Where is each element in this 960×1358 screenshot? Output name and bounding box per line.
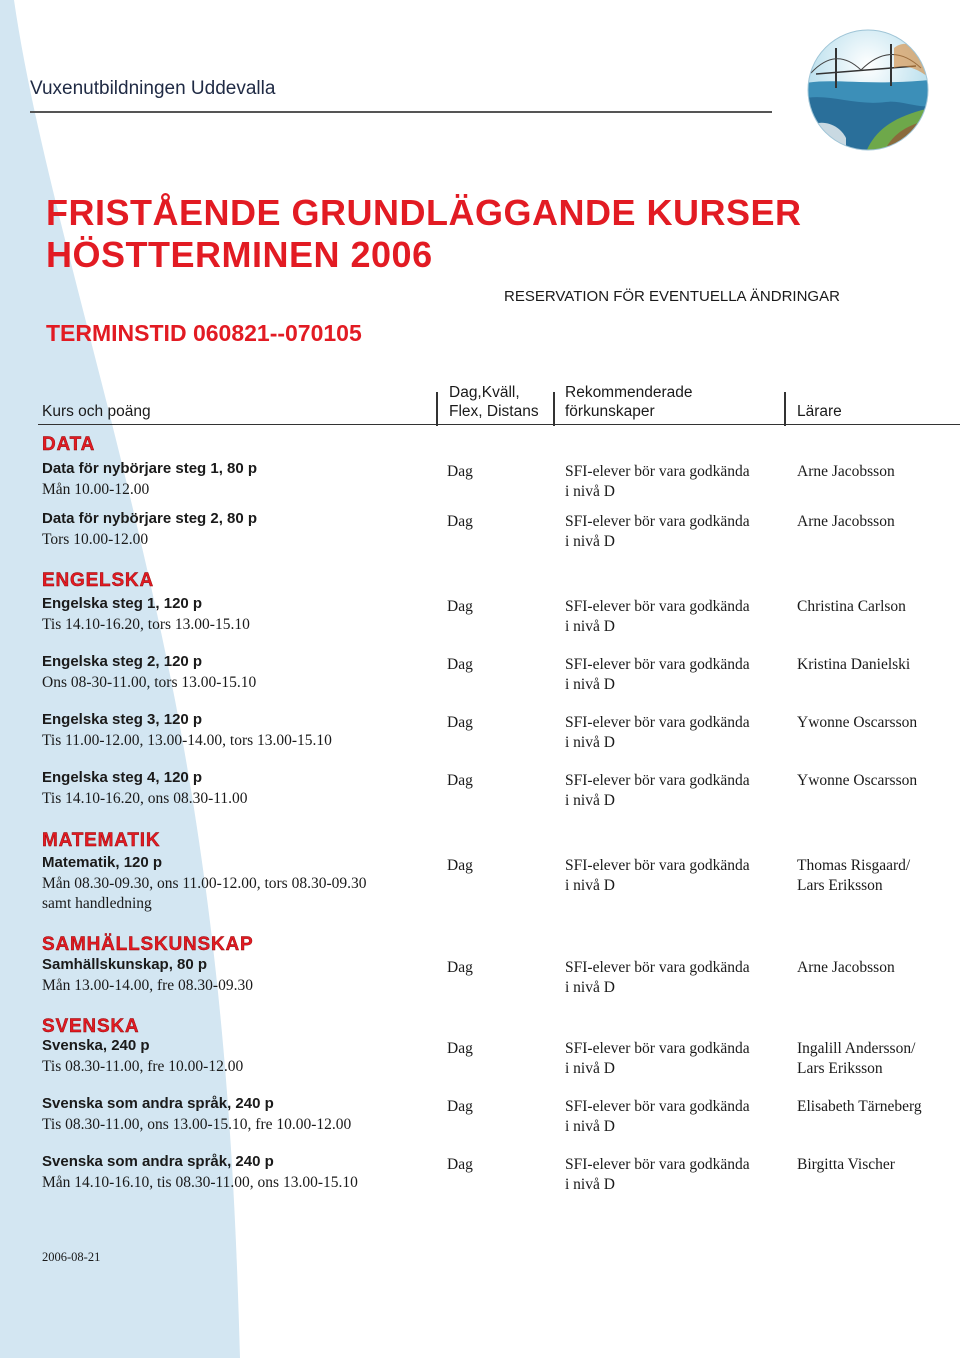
course-row bbox=[0, 956, 960, 1036]
reservation-note: RESERVATION FÖR EVENTUELLA ÄNDRINGAR bbox=[504, 288, 840, 305]
course-schedule: Tis 14.10-16.20, ons 08.30-11.00 bbox=[42, 790, 248, 807]
course-name: Svenska, 240 p bbox=[42, 1037, 150, 1054]
course-prerequisites: SFI-elever bör vara godkända i nivå D bbox=[565, 1156, 750, 1193]
course-schedule: Tis 08.30-11.00, fre 10.00-12.00 bbox=[42, 1058, 244, 1075]
course-prerequisites: SFI-elever bör vara godkända i nivå D bbox=[565, 656, 750, 693]
course-schedule: Mån 14.10-16.10, tis 08.30-11.00, ons 13.00-15.10 bbox=[42, 1174, 358, 1191]
column-header-teacher: Lärare bbox=[797, 403, 842, 420]
course-mode: Dag bbox=[447, 1156, 473, 1173]
page-title bbox=[46, 192, 802, 276]
course-name: Engelska steg 2, 120 p bbox=[42, 653, 203, 670]
course-mode: Dag bbox=[447, 598, 473, 615]
course-row bbox=[0, 854, 960, 934]
section-heading-samhallskunskap: SAMHÄLLSKUNSKAP bbox=[42, 934, 254, 955]
course-mode: Dag bbox=[447, 1040, 473, 1057]
course-name: Samhällskunskap, 80 p bbox=[42, 956, 208, 973]
course-schedule: Ons 08-30-11.00, tors 13.00-15.10 bbox=[42, 674, 257, 691]
course-prerequisites: SFI-elever bör vara godkända i nivå D bbox=[565, 714, 750, 751]
course-schedule: Mån 08.30-09.30, ons 11.00-12.00, tors 08.30-09.30 samt handledning bbox=[42, 875, 367, 912]
course-teacher: Birgitta Vischer bbox=[797, 1156, 895, 1173]
course-mode: Dag bbox=[447, 857, 473, 874]
footer-date: 2006-08-21 bbox=[42, 1250, 101, 1264]
header-divider bbox=[30, 111, 772, 113]
course-mode: Dag bbox=[447, 1098, 473, 1115]
course-teacher: Arne Jacobsson bbox=[797, 463, 895, 480]
column-divider bbox=[553, 392, 555, 426]
course-teacher: Christina Carlson bbox=[797, 598, 906, 615]
course-prerequisites: SFI-elever bör vara godkända i nivå D bbox=[565, 857, 750, 894]
course-mode: Dag bbox=[447, 714, 473, 731]
course-mode: Dag bbox=[447, 772, 473, 789]
course-mode: Dag bbox=[447, 656, 473, 673]
course-row bbox=[0, 510, 960, 590]
mode-header-line-1: Dag,Kväll, bbox=[449, 384, 520, 401]
course-teacher: Ywonne Oscarsson bbox=[797, 714, 918, 731]
course-name: Engelska steg 3, 120 p bbox=[42, 711, 203, 728]
term-dates: TERMINSTID 060821--070105 bbox=[46, 320, 362, 346]
req-header-line-1: Rekommenderade bbox=[565, 384, 693, 401]
course-teacher: Thomas Risgaard/ Lars Eriksson bbox=[797, 857, 911, 894]
course-prerequisites: SFI-elever bör vara godkända i nivå D bbox=[565, 1098, 750, 1135]
column-header-mode bbox=[449, 383, 539, 421]
course-name: Engelska steg 4, 120 p bbox=[42, 769, 203, 786]
course-mode: Dag bbox=[447, 959, 473, 976]
course-teacher: Ywonne Oscarsson bbox=[797, 772, 918, 789]
column-header-course: Kurs och poäng bbox=[42, 403, 151, 420]
course-teacher: Elisabeth Tärneberg bbox=[797, 1098, 922, 1115]
req-header-line-2: förkunskaper bbox=[565, 403, 655, 420]
title-line-1: FRISTÅENDE GRUNDLÄGGANDE KURSER bbox=[46, 192, 802, 233]
section-heading-matematik: MATEMATIK bbox=[42, 830, 161, 851]
course-prerequisites: SFI-elever bör vara godkända i nivå D bbox=[565, 772, 750, 809]
bridge-painting-logo bbox=[806, 28, 930, 152]
course-schedule: Tis 11.00-12.00, 13.00-14.00, tors 13.00-15.10 bbox=[42, 732, 332, 749]
course-name: Data för nybörjare steg 2, 80 p bbox=[42, 510, 258, 527]
course-name: Data för nybörjare steg 1, 80 p bbox=[42, 460, 258, 477]
table-header-rule bbox=[38, 424, 960, 425]
course-name: Engelska steg 1, 120 p bbox=[42, 595, 203, 612]
course-teacher: Ingalill Andersson/ Lars Eriksson bbox=[797, 1040, 916, 1077]
course-row bbox=[0, 1153, 960, 1233]
course-name: Svenska som andra språk, 240 p bbox=[42, 1095, 274, 1112]
section-heading-data: DATA bbox=[42, 434, 96, 455]
course-teacher: Kristina Danielski bbox=[797, 656, 911, 673]
course-schedule: Mån 10.00-12.00 bbox=[42, 481, 150, 498]
course-schedule: Mån 13.00-14.00, fre 08.30-09.30 bbox=[42, 977, 253, 994]
column-divider bbox=[784, 392, 786, 426]
course-schedule: Tis 08.30-11.00, ons 13.00-15.10, fre 10.00-12.00 bbox=[42, 1116, 352, 1133]
course-prerequisites: SFI-elever bör vara godkända i nivå D bbox=[565, 598, 750, 635]
organization-name: Vuxenutbildningen Uddevalla bbox=[30, 78, 276, 99]
column-divider bbox=[436, 392, 438, 426]
course-mode: Dag bbox=[447, 463, 473, 480]
section-heading-engelska: ENGELSKA bbox=[42, 570, 154, 591]
title-line-2: HÖSTTERMINEN 2006 bbox=[46, 234, 433, 275]
section-heading-svenska: SVENSKA bbox=[42, 1016, 140, 1037]
course-prerequisites: SFI-elever bör vara godkända i nivå D bbox=[565, 959, 750, 996]
course-teacher: Arne Jacobsson bbox=[797, 513, 895, 530]
course-prerequisites: SFI-elever bör vara godkända i nivå D bbox=[565, 1040, 750, 1077]
course-name: Svenska som andra språk, 240 p bbox=[42, 1153, 274, 1170]
course-name: Matematik, 120 p bbox=[42, 854, 163, 871]
course-prerequisites: SFI-elever bör vara godkända i nivå D bbox=[565, 513, 750, 550]
course-schedule: Tis 14.10-16.20, tors 13.00-15.10 bbox=[42, 616, 250, 633]
column-header-prerequisites bbox=[565, 383, 693, 421]
course-row bbox=[0, 769, 960, 849]
course-teacher: Arne Jacobsson bbox=[797, 959, 895, 976]
course-schedule: Tors 10.00-12.00 bbox=[42, 531, 149, 548]
course-mode: Dag bbox=[447, 513, 473, 530]
mode-header-line-2: Flex, Distans bbox=[449, 403, 539, 420]
course-prerequisites: SFI-elever bör vara godkända i nivå D bbox=[565, 463, 750, 500]
